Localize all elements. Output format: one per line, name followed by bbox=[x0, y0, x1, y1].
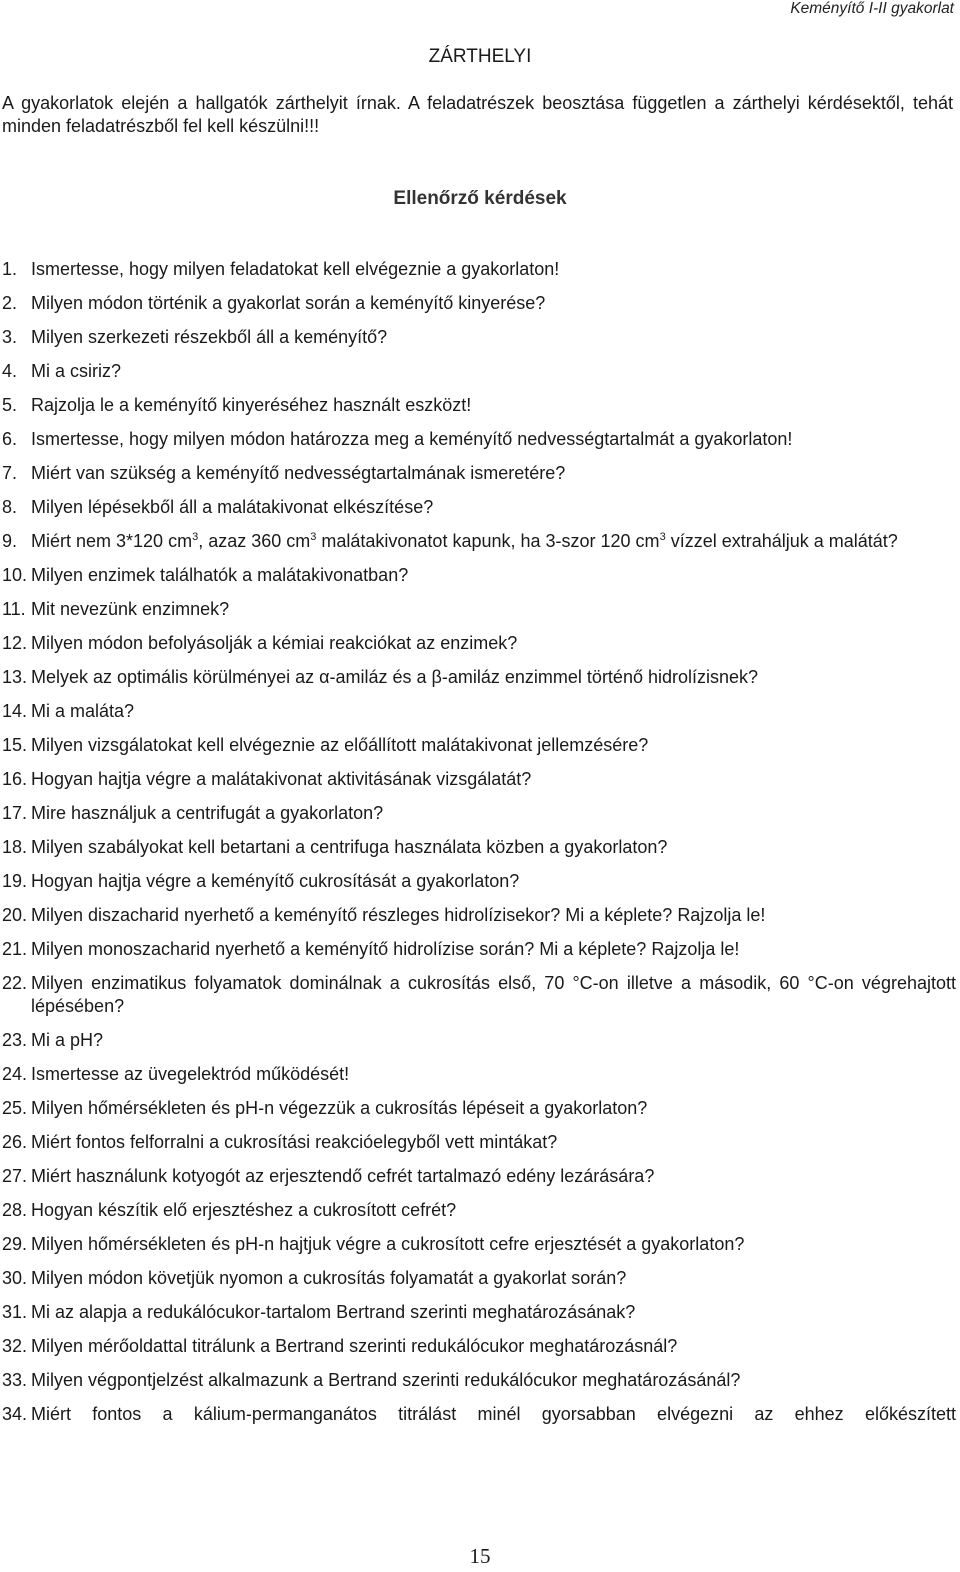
question-item bbox=[0, 564, 956, 587]
question-number: 26. bbox=[2, 1132, 28, 1152]
question-item bbox=[0, 1063, 956, 1086]
question-number: 12. bbox=[2, 633, 28, 653]
question-number: 6. bbox=[2, 429, 18, 449]
question-text: Miért használunk kotyogót az erjesztendő cefrét tartalmazó edény lezárására? bbox=[31, 1166, 655, 1186]
question-item bbox=[0, 394, 956, 417]
question-text: Milyen hőmérsékleten és pH-n hajtjuk végre a cukrosított cefre erjesztését a gyakorlaton? bbox=[31, 1234, 745, 1254]
question-text: Milyen vizsgálatokat kell elvégeznie az előállított malátakivonat jellemzésére? bbox=[31, 735, 649, 755]
question-item bbox=[0, 870, 956, 893]
question-text: Milyen hőmérsékleten és pH-n végezzük a cukrosítás lépéseit a gyakorlaton? bbox=[31, 1098, 648, 1118]
question-number: 4. bbox=[2, 361, 18, 381]
question-number: 23. bbox=[2, 1030, 28, 1050]
question-text: Miért fontos felforralni a cukrosítási reakcióelegyből vett mintákat? bbox=[31, 1132, 558, 1152]
question-number: 9. bbox=[2, 531, 18, 551]
question-item bbox=[0, 496, 956, 519]
question-number: 10. bbox=[2, 565, 28, 585]
page-title: ZÁRTHELYI bbox=[428, 46, 532, 67]
question-number: 14. bbox=[2, 701, 28, 721]
question-text: Milyen módon követjük nyomon a cukrosítás folyamatát a gyakorlat során? bbox=[31, 1268, 627, 1288]
question-text: Milyen szabályokat kell betartani a centrifuga használata közben a gyakorlaton? bbox=[31, 837, 668, 857]
question-text: Hogyan hajtja végre a keményítő cukrosítását a gyakorlaton? bbox=[31, 871, 520, 891]
question-text: Ismertesse, hogy milyen módon határozza meg a keményítő nedvességtartalmát a gyakorlaton! bbox=[31, 429, 793, 449]
question-number: 13. bbox=[2, 667, 28, 687]
question-number: 25. bbox=[2, 1098, 28, 1118]
question-text: Milyen módon történik a gyakorlat során a keményítő kinyerése? bbox=[31, 293, 546, 313]
question-item bbox=[0, 530, 956, 553]
question-text: Milyen végpontjelzést alkalmazunk a Bertrand szerinti redukálócukor meghatározásánál? bbox=[31, 1370, 741, 1390]
superscript: 3 bbox=[659, 531, 666, 543]
question-item bbox=[0, 1165, 956, 1188]
question-text: Rajzolja le a keményítő kinyeréséhez használt eszközt! bbox=[31, 395, 472, 415]
question-item bbox=[0, 1233, 956, 1256]
superscript: 3 bbox=[192, 531, 199, 543]
question-item bbox=[0, 836, 956, 859]
question-text-part: Miért nem 3*120 cm bbox=[31, 531, 193, 551]
question-number: 22. bbox=[2, 973, 28, 993]
question-number: 32. bbox=[2, 1336, 28, 1356]
question-item bbox=[0, 666, 956, 689]
question-text: Mi az alapja a redukálócukor-tartalom Bertrand szerinti meghatározásának? bbox=[31, 1302, 636, 1322]
question-text: Milyen monoszacharid nyerhető a keményítő hidrolízise során? Mi a képlete? Rajzolja le! bbox=[31, 939, 740, 959]
question-number: 31. bbox=[2, 1302, 28, 1322]
question-number: 33. bbox=[2, 1370, 28, 1390]
question-number: 30. bbox=[2, 1268, 28, 1288]
question-number: 29. bbox=[2, 1234, 28, 1254]
question-text: Ismertesse az üvegelektród működését! bbox=[31, 1064, 350, 1084]
question-text: Hogyan hajtja végre a malátakivonat aktivitásának vizsgálatát? bbox=[31, 769, 532, 789]
question-item bbox=[0, 1131, 956, 1154]
question-text: Milyen mérőoldattal titrálunk a Bertrand szerinti redukálócukor meghatározásnál? bbox=[31, 1336, 678, 1356]
question-text: Milyen módon befolyásolják a kémiai reakciókat az enzimek? bbox=[31, 633, 518, 653]
question-text: Mire használjuk a centrifugát a gyakorlaton? bbox=[31, 803, 384, 823]
question-number: 18. bbox=[2, 837, 28, 857]
question-item bbox=[0, 1199, 956, 1222]
page-number: 15 bbox=[469, 1544, 491, 1568]
question-text: Milyen lépésekből áll a malátakivonat elkészítése? bbox=[31, 497, 434, 517]
question-number: 7. bbox=[2, 463, 18, 483]
intro-paragraph: A gyakorlatok elején a hallgatók zárthelyit írnak. A feladatrészek beosztása független a zárthelyi kérdésektől, tehát minden feladatrészből fel kell készülni!!! bbox=[2, 93, 953, 136]
question-item bbox=[0, 428, 956, 451]
question-item bbox=[0, 462, 956, 485]
question-item bbox=[0, 734, 956, 757]
question-text: Ismertesse, hogy milyen feladatokat kell elvégeznie a gyakorlaton! bbox=[31, 259, 560, 279]
question-list bbox=[0, 258, 956, 1426]
question-text: Mi a pH? bbox=[31, 1030, 104, 1050]
question-number: 34. bbox=[2, 1404, 28, 1424]
question-number: 17. bbox=[2, 803, 28, 823]
question-text: Milyen enzimatikus folyamatok dominálnak a cukrosítás első, 70 °C-on illetve a második, 60 °C-on végrehajtott lépésében? bbox=[31, 973, 956, 1016]
question-number: 28. bbox=[2, 1200, 28, 1220]
question-item bbox=[0, 700, 956, 723]
question-item bbox=[0, 972, 956, 1018]
question-number: 27. bbox=[2, 1166, 28, 1186]
question-text: Melyek az optimális körülményei az α-amiláz és a β-amiláz enzimmel történő hidrolízisnek? bbox=[31, 667, 759, 687]
section-subtitle: Ellenőrző kérdések bbox=[393, 188, 567, 209]
question-item bbox=[0, 292, 956, 315]
question-item bbox=[0, 1301, 956, 1324]
question-text: Milyen diszacharid nyerhető a keményítő részleges hidrolízisekor? Mi a képlete? Rajzolja le! bbox=[31, 905, 766, 925]
question-item bbox=[0, 938, 956, 961]
question-item bbox=[0, 1267, 956, 1290]
question-text: Miért van szükség a keményítő nedvességtartalmának ismeretére? bbox=[31, 463, 566, 483]
question-text-part: vízzel extraháljuk a malátát? bbox=[665, 531, 898, 551]
question-number: 2. bbox=[2, 293, 18, 313]
question-item bbox=[0, 802, 956, 825]
question-number: 15. bbox=[2, 735, 28, 755]
question-text: Mi a csiriz? bbox=[31, 361, 122, 381]
question-item bbox=[0, 598, 956, 621]
question-item bbox=[0, 258, 956, 281]
running-header: Keményítő I-II gyakorlat bbox=[790, 0, 954, 17]
question-item bbox=[0, 1335, 956, 1358]
question-number: 21. bbox=[2, 939, 28, 959]
question-text-part: malátakivonatot kapunk, ha 3-szor 120 cm bbox=[316, 531, 660, 551]
question-item bbox=[0, 768, 956, 791]
question-text bbox=[31, 531, 898, 551]
question-text: Mi a maláta? bbox=[31, 701, 135, 721]
question-item bbox=[0, 360, 956, 383]
question-text: Mit nevezünk enzimnek? bbox=[31, 599, 230, 619]
superscript: 3 bbox=[310, 531, 317, 543]
question-text: Miért fontos a kálium-permanganátos titrálást minél gyorsabban elvégezni az ehhez előkészített bbox=[31, 1404, 956, 1424]
question-text: Milyen enzimek találhatók a malátakivonatban? bbox=[31, 565, 409, 585]
question-number: 8. bbox=[2, 497, 18, 517]
question-number: 3. bbox=[2, 327, 18, 347]
question-text-part: , azaz 360 cm bbox=[198, 531, 311, 551]
question-item bbox=[0, 1403, 956, 1426]
question-item bbox=[0, 1029, 956, 1052]
question-item bbox=[0, 632, 956, 655]
question-number: 1. bbox=[2, 259, 18, 279]
question-item bbox=[0, 1097, 956, 1120]
question-number: 16. bbox=[2, 769, 28, 789]
question-text: Milyen szerkezeti részekből áll a keményítő? bbox=[31, 327, 388, 347]
question-item bbox=[0, 326, 956, 349]
question-text: Hogyan készítik elő erjesztéshez a cukrosított cefrét? bbox=[31, 1200, 457, 1220]
question-number: 11. bbox=[2, 599, 26, 619]
question-number: 20. bbox=[2, 905, 28, 925]
question-number: 19. bbox=[2, 871, 28, 891]
question-number: 5. bbox=[2, 395, 18, 415]
question-item bbox=[0, 1369, 956, 1392]
question-number: 24. bbox=[2, 1064, 28, 1084]
question-item bbox=[0, 904, 956, 927]
